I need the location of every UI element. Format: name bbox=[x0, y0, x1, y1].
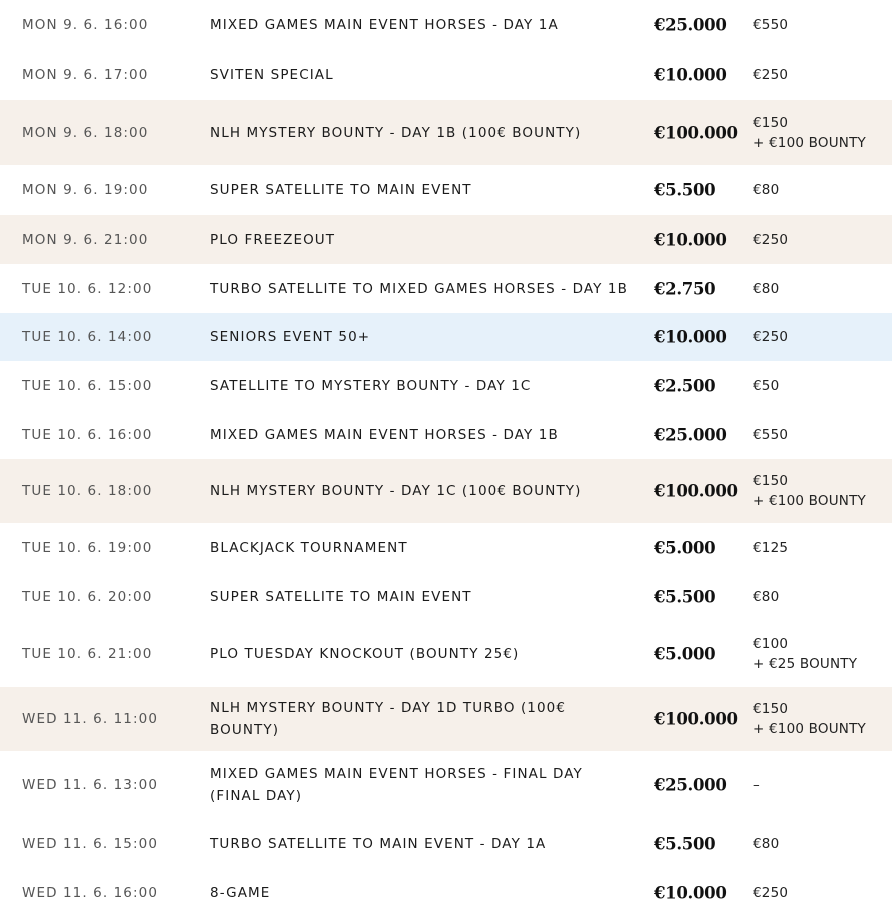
event-guarantee: €10.000 bbox=[654, 327, 727, 347]
event-guarantee: €25.000 bbox=[654, 775, 727, 795]
buyin-line: €250 bbox=[753, 231, 789, 248]
schedule-row bbox=[0, 165, 892, 215]
schedule-row bbox=[0, 264, 892, 313]
schedule-row bbox=[0, 215, 892, 264]
buyin-line: €250 bbox=[753, 67, 789, 83]
buyin-line: + €100 BOUNTY bbox=[753, 493, 866, 509]
event-buyin bbox=[753, 180, 779, 200]
buyin-line: €250 bbox=[753, 885, 789, 901]
event-buyin bbox=[753, 587, 779, 607]
event-name: SENIORS EVENT 50+ bbox=[210, 329, 371, 345]
buyin-line: €550 bbox=[753, 17, 789, 33]
event-buyin bbox=[753, 775, 760, 795]
event-buyin bbox=[753, 230, 788, 250]
event-name: PLO TUESDAY KNOCKOUT (BOUNTY 25€) bbox=[210, 646, 520, 662]
event-date: MON 9. 6. 19:00 bbox=[22, 182, 149, 198]
event-date: WED 11. 6. 11:00 bbox=[22, 711, 159, 727]
event-guarantee: €10.000 bbox=[654, 883, 727, 903]
buyin-line: €80 bbox=[753, 182, 780, 198]
buyin-line: + €25 BOUNTY bbox=[753, 656, 858, 672]
event-name: NLH MYSTERY BOUNTY - DAY 1B (100€ BOUNTY) bbox=[210, 124, 582, 141]
event-date: MON 9. 6. 16:00 bbox=[22, 17, 149, 33]
event-guarantee: €10.000 bbox=[654, 230, 727, 249]
event-buyin bbox=[753, 471, 866, 511]
schedule-row bbox=[0, 572, 892, 621]
event-name: SUPER SATELLITE TO MAIN EVENT bbox=[210, 588, 472, 605]
schedule-row bbox=[0, 313, 892, 361]
event-buyin bbox=[753, 279, 779, 299]
buyin-line: €150 bbox=[753, 701, 789, 717]
event-date: WED 11. 6. 15:00 bbox=[22, 835, 159, 852]
event-buyin bbox=[753, 538, 788, 558]
schedule-row bbox=[0, 523, 892, 572]
buyin-line: €150 bbox=[753, 114, 789, 131]
event-date: WED 11. 6. 13:00 bbox=[22, 777, 159, 793]
schedule-row bbox=[0, 819, 892, 868]
event-date: TUE 10. 6. 15:00 bbox=[22, 377, 153, 394]
event-guarantee: €100.000 bbox=[654, 123, 738, 142]
event-guarantee: €25.000 bbox=[654, 15, 727, 35]
event-date: WED 11. 6. 16:00 bbox=[22, 885, 159, 901]
event-date: TUE 10. 6. 12:00 bbox=[22, 280, 153, 297]
event-name: SATELLITE TO MYSTERY BOUNTY - DAY 1C bbox=[210, 377, 532, 394]
buyin-line: + €100 BOUNTY bbox=[753, 721, 866, 737]
schedule-row bbox=[0, 100, 892, 165]
event-buyin bbox=[753, 65, 788, 85]
buyin-line: €250 bbox=[753, 329, 789, 345]
event-guarantee: €5.500 bbox=[654, 587, 716, 606]
event-date: MON 9. 6. 17:00 bbox=[22, 67, 149, 83]
event-buyin bbox=[753, 376, 779, 396]
event-guarantee: €100.000 bbox=[654, 481, 738, 501]
schedule-row bbox=[0, 868, 892, 918]
event-name: PLO FREEZEOUT bbox=[210, 231, 336, 248]
buyin-line: €125 bbox=[753, 539, 789, 556]
event-guarantee: €5.500 bbox=[654, 180, 716, 200]
buyin-line: €50 bbox=[753, 377, 780, 394]
event-name: TURBO SATELLITE TO MIXED GAMES HORSES - DAY 1B bbox=[210, 280, 628, 297]
event-buyin bbox=[753, 699, 866, 739]
event-guarantee: €2.750 bbox=[654, 279, 716, 298]
event-buyin bbox=[753, 883, 788, 903]
event-guarantee: €5.000 bbox=[654, 538, 716, 557]
event-date: TUE 10. 6. 21:00 bbox=[22, 646, 153, 662]
buyin-line: €150 bbox=[753, 473, 789, 489]
schedule-row bbox=[0, 50, 892, 100]
event-name: MIXED GAMES MAIN EVENT HORSES - FINAL DAY (FINAL DAY) bbox=[210, 766, 583, 804]
event-buyin bbox=[753, 327, 788, 347]
schedule-row bbox=[0, 410, 892, 459]
event-date: TUE 10. 6. 19:00 bbox=[22, 539, 153, 556]
event-name: MIXED GAMES MAIN EVENT HORSES - DAY 1A bbox=[210, 17, 559, 33]
event-name: TURBO SATELLITE TO MAIN EVENT - DAY 1A bbox=[210, 835, 547, 852]
buyin-line: + €100 BOUNTY bbox=[753, 134, 866, 151]
event-buyin bbox=[753, 834, 779, 854]
event-name: BLACKJACK TOURNAMENT bbox=[210, 539, 408, 556]
event-name: NLH MYSTERY BOUNTY - DAY 1D TURBO (100€ BOUNTY) bbox=[210, 700, 567, 738]
event-buyin bbox=[753, 425, 788, 445]
schedule-row bbox=[0, 0, 892, 50]
event-date: MON 9. 6. 21:00 bbox=[22, 231, 149, 248]
buyin-line: €550 bbox=[753, 426, 789, 443]
event-guarantee: €10.000 bbox=[654, 65, 727, 85]
event-name: SUPER SATELLITE TO MAIN EVENT bbox=[210, 182, 472, 198]
event-guarantee: €5.000 bbox=[654, 644, 716, 664]
schedule-row bbox=[0, 687, 892, 751]
event-date: MON 9. 6. 18:00 bbox=[22, 124, 149, 141]
schedule-row bbox=[0, 361, 892, 410]
event-name: 8-GAME bbox=[210, 885, 271, 901]
event-date: TUE 10. 6. 20:00 bbox=[22, 588, 153, 605]
event-guarantee: €5.500 bbox=[654, 834, 716, 853]
event-date: TUE 10. 6. 16:00 bbox=[22, 426, 153, 443]
event-name: NLH MYSTERY BOUNTY - DAY 1C (100€ BOUNTY) bbox=[210, 483, 582, 499]
event-date: TUE 10. 6. 18:00 bbox=[22, 483, 153, 499]
event-guarantee: €2.500 bbox=[654, 376, 716, 395]
event-guarantee: €25.000 bbox=[654, 425, 727, 444]
event-name: SVITEN SPECIAL bbox=[210, 67, 334, 83]
event-guarantee: €100.000 bbox=[654, 709, 738, 729]
event-date: TUE 10. 6. 14:00 bbox=[22, 329, 153, 345]
event-buyin bbox=[753, 634, 857, 674]
buyin-line: €80 bbox=[753, 588, 780, 605]
buyin-line: €80 bbox=[753, 280, 780, 297]
buyin-line: €80 bbox=[753, 835, 780, 852]
buyin-line: €100 bbox=[753, 636, 789, 652]
schedule-row bbox=[0, 621, 892, 687]
buyin-line: – bbox=[753, 777, 760, 793]
schedule-row bbox=[0, 459, 892, 523]
event-buyin bbox=[753, 113, 866, 153]
event-buyin bbox=[753, 15, 788, 35]
event-name: MIXED GAMES MAIN EVENT HORSES - DAY 1B bbox=[210, 426, 559, 443]
schedule-row bbox=[0, 751, 892, 819]
